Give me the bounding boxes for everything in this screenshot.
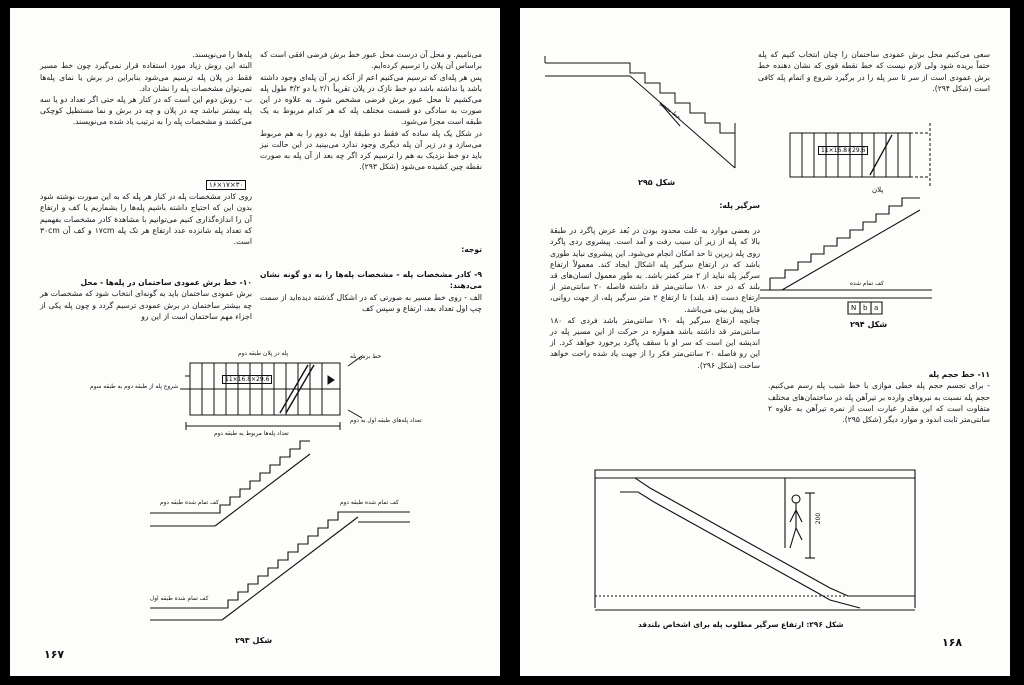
paragraph: - برای تجسم حجم پله خطی موازی با خط شیب پله رسم می‌کنیم. حجم پله نسبت به نیروهای وارده بر تیرآهن پله در ساختمان‌های مختلف متفاوت است که این مقدار عبارت است از نمره تیرآهن به علاوه ۲ سانتی‌متر ثابت اندود و موارد دیگر (شکل ۲۹۵).: [768, 381, 990, 425]
figure-294-caption: شکل ۲۹۴: [850, 320, 888, 329]
nbb-n: N: [851, 304, 857, 312]
page-167: [10, 8, 500, 676]
floor-1-label: کف تمام شده طبقه اول: [150, 596, 209, 602]
paragraph: پله‌ها را می‌نویسند. البته این روش زیاد مورد استفاده قرار نمی‌گیرد چون خط مسیر فقط در پلان پله ترسیم می‌شود بنابراین در برش یا نمای پله‌ها نمی‌توان مشخصات پله را نشان داد. ب - روش دوم این است که در کنار هر پله حتی اگر تعداد دو یا سه پله بیشتر نباشد چه در پلان و چه در برش و نما مستطیل کوچکی می‌کشند و مشخصات پله را به ترتیب یاد شده می‌نویسند.: [40, 50, 252, 127]
cut-line-label: خط برش پله: [350, 354, 382, 360]
paragraph: برش عمودی ساختمان باید به گونه‌ای انتخاب شود که مشخصات هر چه بیشتر ساختمان در برش عمودی ترسیم گردد و چون پله یکی از اجزاء مهم ساختمان است از این رو: [40, 289, 252, 321]
plan-title-label: پله در پلان طبقه دوم: [238, 351, 289, 357]
section-heading: ۹- کادر مشخصات پله - مشخصات پله‌ها را به دو گونه نشان می‌دهند:: [260, 270, 482, 291]
floor-2-label-right: کف تمام شده طبقه دوم: [340, 500, 399, 506]
second-floor-count-label: تعداد پله‌ها مربوط به طبقه دوم: [214, 431, 289, 437]
spec-box: ۱۶×۱۷×۳۰: [206, 180, 246, 190]
path-line-label: خط مسیر: [658, 100, 682, 122]
plan-294-spec-box: 11×16.8×29.6: [818, 146, 868, 155]
floor-2-label-left: کف تمام شده طبقه دوم: [160, 500, 219, 506]
paragraph: الف - روی خط مسیر به صورتی که در اشکال گذشته دیده‌اید از سمت چپ اول تعداد بعد، ارتفاع و سپس کف: [260, 292, 482, 313]
nbb-b: b: [863, 304, 868, 312]
floor-finish-label: کف تمام شده: [850, 281, 884, 287]
figure-296-caption: شکل ۲۹۶: ارتفاع سرگیر مطلوب پله برای اشخاص بلندقد: [638, 620, 844, 629]
page-number: ۱۶۷: [44, 648, 65, 661]
sargir-heading: سرگیر پله:: [719, 201, 760, 210]
start-stair-label: شروع پله از طبقه دوم به طبقه سوم: [90, 384, 179, 390]
paragraph: می‌نامیم. و محل آن درست محل عبور خط برش فرضی افقی است که براساس آن پلان را ترسیم کرده‌ایم. پس هر پله‌ای که ترسیم می‌کنیم اعم از آنکه زیر آن پله‌ای وجود داشته باشد یا نداشته باشد دو خط نازک در پلان تقریباً ۲/۱ یا دو ۳/۲ طول پله می‌کشیم تا محل عبور برش فرضی مشخص شود. به علاوه در این صورت به سادگی دو قسمت مختلف پله که هر کدام مربوط به یک طبقه است مجزا می‌شود. در شکل یک پله ساده که فقط دو طبقهٔ اول به دوم را به هم مربوط می‌سازد و در زیر آن پله دیگری وجود ندارد می‌بینید در این حالت نیز باید دو خط نزدیک به هم را ترسیم کرد اگر چه بعد از آن پله به صورت نقطه چین کشیده می‌شود (شکل ۲۹۳).: [260, 50, 483, 172]
page-number: ۱۶۸: [942, 636, 963, 649]
plan-label: پلان: [872, 186, 884, 194]
section-heading: ۱۰- خط برش عمودی ساختمان در پله‌ها - محل: [80, 278, 252, 288]
paragraph: در بعضی موارد به علت محدود بودن در بُعد عرض پاگرد در طبقهٔ بالا که پله از زیر آن سبب رفت و آمد است. پیشروی ردی پاگرد روی پله زیرین تا حد امکان انجام می‌شود. این پیشروی نباید طوری باشد که در ارتفاع سرگیر پله اشکال ایجاد کند. معمولاً ارتفاع سرگیر پله نباید از ۲ متر کمتر باشد. به طور معمول انسان‌های قد بلند که در حد ۱۸۰ سانتی‌متر قد داشته فاصله ۲۰ سانتی‌متر از ارتفاع دست (قد بلند) تا ارتفاع ۲ متر سرگیر پله، از جهت روانی، قابل پیش بینی می‌باشد. چنانچه ارتفاع سرگیر پله ۱۹۰ سانتی‌متر باشد فردی که ۱۸۰ سانتی‌متر قد داشته باشد همواره در حرکت از این مسیر پله در اندیشه این است که سر او با سقف پاگرد برخورد خواهد کرد. از این رو فاصله ۲۰ سانتی‌متر فکر را از جهت یاد شده راحت خواهد ساخت (شکل ۲۹۶).: [550, 226, 761, 370]
headroom-figure-296: [520, 8, 1010, 676]
section-heading: ۱۱- خط حجم پله: [928, 370, 990, 380]
plan-spec-box: 11×16.8×29.6: [222, 375, 272, 384]
paragraph: روی کادر مشخصات پله در کنار هر پله که به این صورت نوشته شود بدون این که احتیاج داشته باشیم پله‌ها را بشماریم یا کف و ارتفاع آن را اندازه‌گذاری کنیم می‌توانیم با مشاهدهٔ کادر مشخصات بفهمیم که تعداد پله شانزده عدد ارتفاع هر تک پله ۱۷cm و کف آن ۳۰cm است.: [40, 192, 252, 247]
first-floor-count-label: تعداد پله‌های طبقه اول به دوم: [350, 418, 422, 424]
page-168: [520, 8, 1010, 676]
paragraph: سعی می‌کنیم محل برش عمودی ساختمان را چنان انتخاب کنیم که پله حتماً بریده شود ولی لازم نیست که خط نقطه قوی که نشان دهنده خط برش عمودی است از سر تا سر پله را در برگیرد شروع و اتمام پله کافی است (شکل ۲۹۴).: [758, 50, 990, 93]
figure-caption: شکل ۲۹۳: [235, 636, 273, 645]
note-heading: توجه:: [461, 245, 482, 254]
stair-section-figure: [10, 8, 500, 676]
figure-295-caption: شکل ۲۹۵: [638, 178, 676, 187]
nbb-a: a: [874, 304, 879, 312]
headroom-dimension: 200: [815, 512, 823, 525]
